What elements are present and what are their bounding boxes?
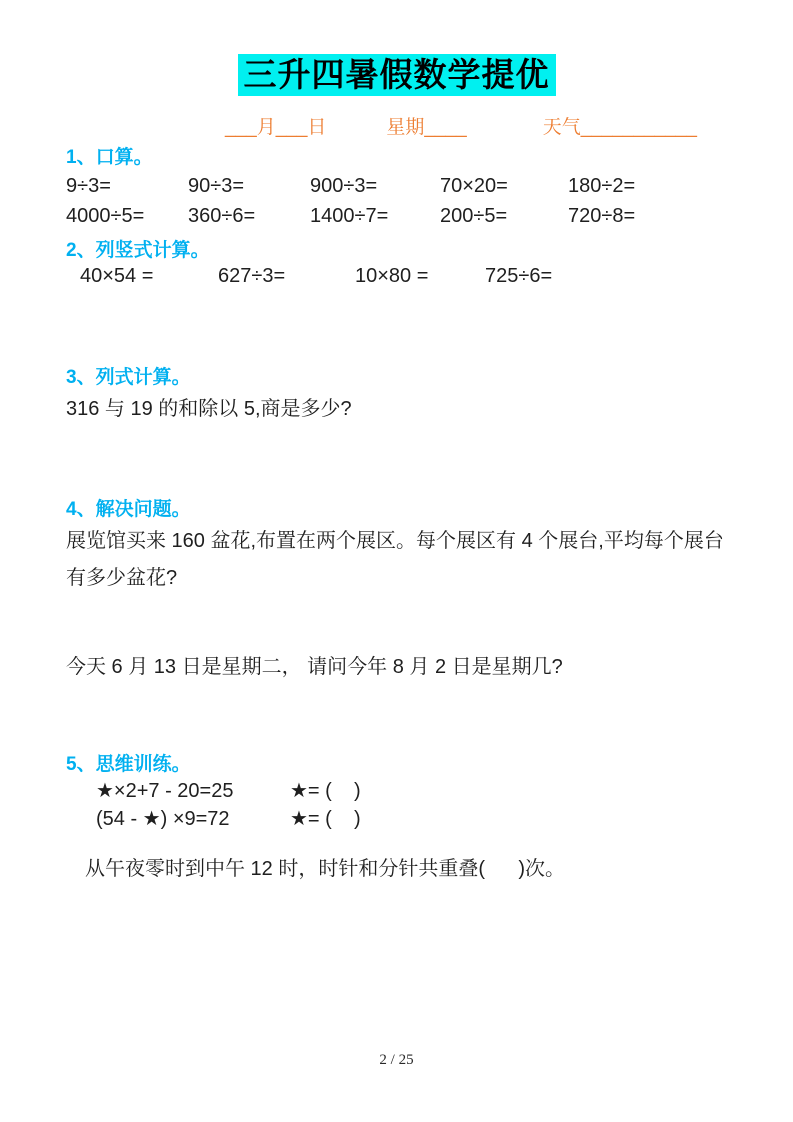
- oral-problem: 360÷6=: [188, 205, 256, 227]
- section-4-problem-1: 展览馆买来 160 盆花,布置在两个展区。每个展区有 4 个展台,平均每个展台有多少盆花?: [66, 530, 724, 589]
- column-calculation-row: [80, 265, 740, 288]
- section-3-problem: 316 与 19 的和除以 5,商是多少?: [66, 398, 352, 420]
- star-equation: ★×2+7 - 20=25: [96, 780, 234, 802]
- oral-problem: 720÷8=: [568, 205, 636, 227]
- oral-problem: 900÷3=: [310, 175, 378, 197]
- section-2-heading: 2、列竖式计算。: [66, 240, 210, 261]
- section-4-heading: 4、解决问题。: [66, 499, 191, 520]
- weather-blank: 天气___________: [542, 117, 697, 138]
- oral-problem: 90÷3=: [188, 175, 245, 197]
- star-answer-blank: ★= ( ): [290, 808, 361, 830]
- oral-problem: 4000÷5=: [66, 205, 145, 227]
- star-equation-row-2: [96, 806, 596, 831]
- section-4-problem-2: 今天 6 月 13 日是星期二， 请问今年 8 月 2 日是星期几?: [66, 656, 563, 678]
- column-problem: 627÷3=: [218, 265, 286, 287]
- oral-calculation-row-2: [66, 205, 756, 228]
- oral-problem: 9÷3=: [66, 175, 111, 197]
- oral-problem: 200÷5=: [440, 205, 508, 227]
- section-3-heading: 3、列式计算。: [66, 367, 191, 388]
- oral-calculation-row-1: [66, 175, 756, 198]
- section-5-heading: 5、思维训练。: [66, 754, 191, 775]
- star-equation-row-1: [96, 778, 596, 803]
- date-line: [225, 112, 697, 139]
- column-problem: 725÷6=: [485, 265, 553, 287]
- page-title: 三升四暑假数学提优: [238, 54, 556, 96]
- title-row: [0, 54, 793, 96]
- star-equation: (54 - ★) ×9=72: [96, 808, 230, 830]
- month-day-blank: ___月___日: [225, 117, 327, 138]
- column-problem: 10×80 =: [355, 265, 429, 287]
- oral-problem: 180÷2=: [568, 175, 636, 197]
- column-problem: 40×54 =: [80, 265, 154, 287]
- star-answer-blank: ★= ( ): [290, 780, 361, 802]
- weekday-blank: 星期____: [386, 117, 467, 138]
- clock-overlap-problem: 从午夜零时到中午 12 时，时针和分针共重叠( )次。: [85, 858, 566, 880]
- oral-problem: 1400÷7=: [310, 205, 389, 227]
- oral-problem: 70×20=: [440, 175, 508, 197]
- section-1-heading: 1、口算。: [66, 147, 153, 168]
- page-number: 2 / 25: [379, 1052, 414, 1068]
